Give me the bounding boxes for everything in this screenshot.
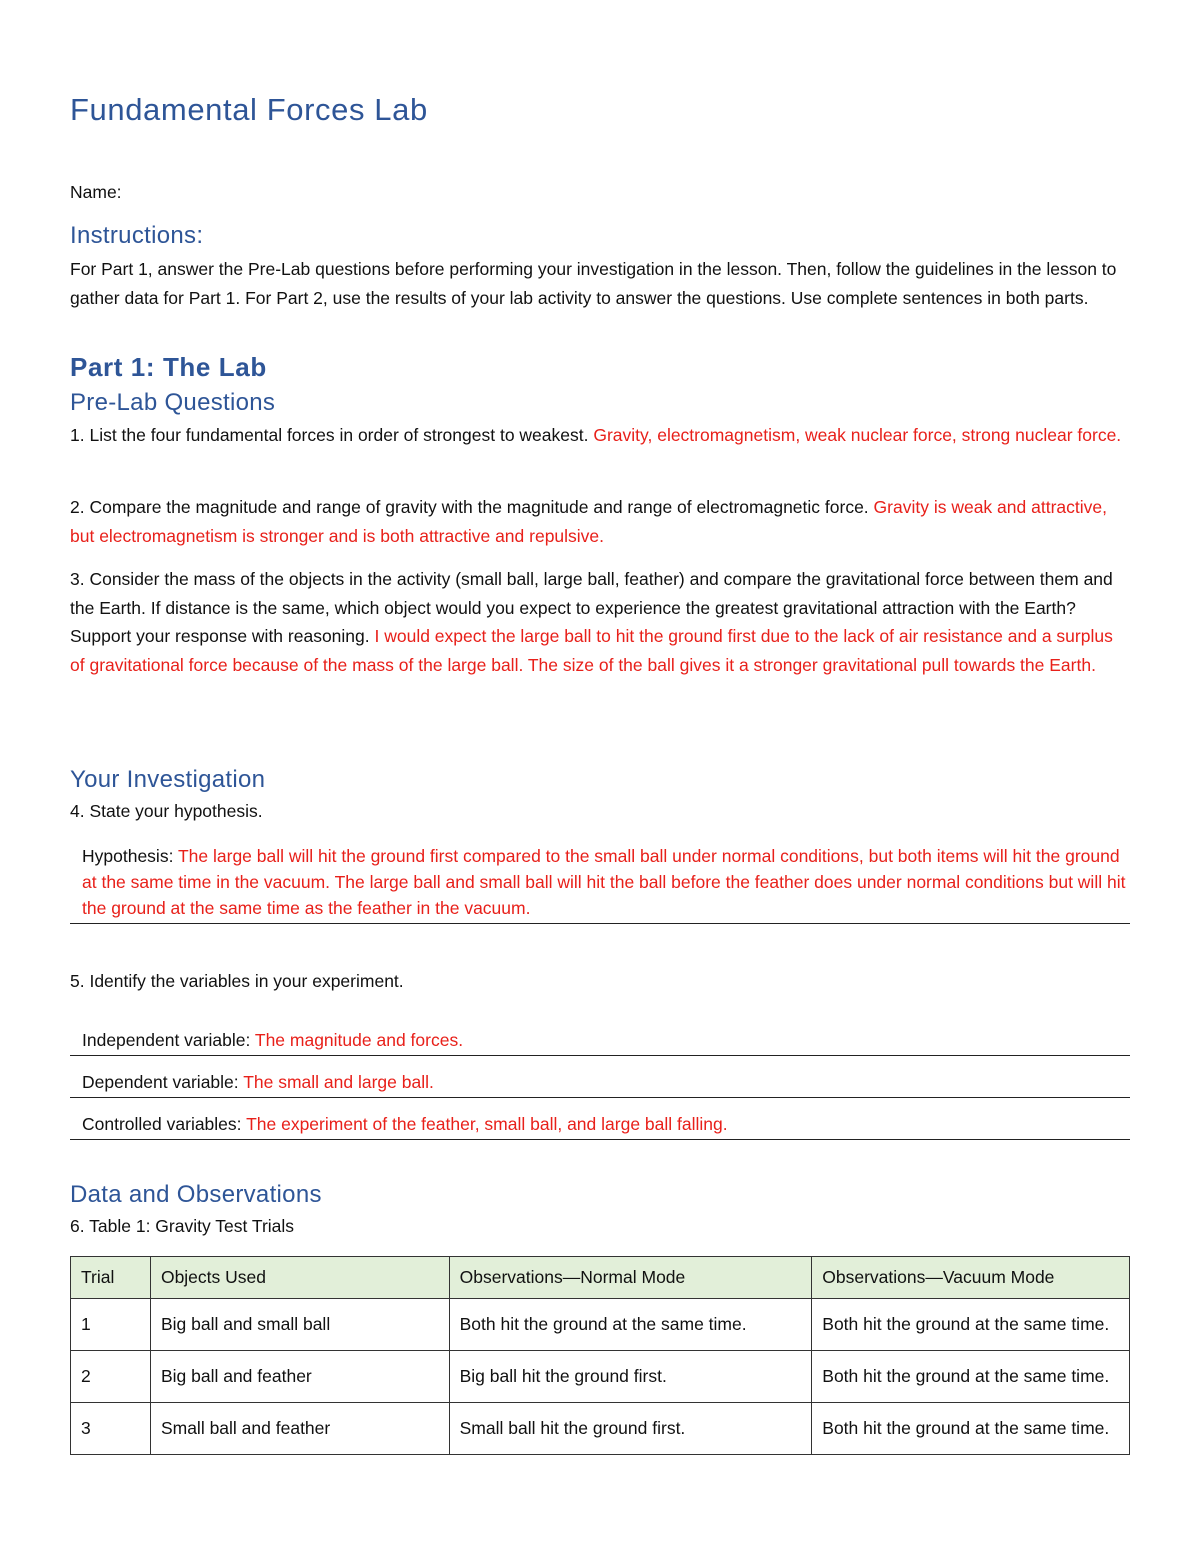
question-text: 1. List the four fundamental forces in order of strongest to weakest.: [70, 425, 589, 445]
dependent-variable-field[interactable]: [70, 1068, 1130, 1098]
name-label: Name:: [70, 182, 122, 202]
prelab-heading: Pre-Lab Questions: [70, 389, 276, 416]
question-5: 5. Identify the variables in your experiment.: [70, 971, 404, 991]
column-header: Observations—Vacuum Mode: [812, 1257, 1130, 1299]
table-cell[interactable]: 3: [71, 1403, 151, 1455]
part1-heading: Part 1: The Lab: [70, 352, 267, 382]
variable-value: The magnitude and forces.: [254, 1030, 464, 1050]
table-cell[interactable]: Both hit the ground at the same time.: [812, 1351, 1130, 1403]
table-cell[interactable]: Both hit the ground at the same time.: [449, 1299, 812, 1351]
variable-label: Independent variable:: [82, 1030, 251, 1050]
variable-value: The small and large ball.: [243, 1072, 434, 1092]
question-4: 4. State your hypothesis.: [70, 801, 263, 821]
instructions-text: For Part 1, answer the Pre-Lab questions before performing your investigation in the lesson. Then, follow the guidelines in the lesson to gather data for Part 1. For Part 2, use the results of your lab activity to answer the questions. Use complete sentences in both parts.: [70, 259, 1117, 308]
table-cell[interactable]: 2: [71, 1351, 151, 1403]
gravity-trials-table: [70, 1256, 1130, 1455]
gravity-trials-table-wrap: [70, 1256, 1130, 1455]
table-row: [71, 1351, 1130, 1403]
question-3: [70, 565, 1130, 679]
variable-label: Controlled variables:: [82, 1114, 242, 1134]
question-1: [70, 421, 1130, 450]
document-title: Fundamental Forces Lab: [70, 92, 428, 127]
table-cell[interactable]: Big ball and small ball: [150, 1299, 449, 1351]
answer-text: Gravity is weak and attractive, but electromagnetism is stronger and is both attractive and repulsive.: [70, 497, 1107, 546]
table-header-row: [71, 1257, 1130, 1299]
table-cell[interactable]: Big ball and feather: [150, 1351, 449, 1403]
table-cell[interactable]: Both hit the ground at the same time.: [812, 1299, 1130, 1351]
table-cell[interactable]: Big ball hit the ground first.: [449, 1351, 812, 1403]
hypothesis-text: The large ball will hit the ground first compared to the small ball under normal conditions, but both items will hit the ground at the same time in the vacuum. The large ball and small ball will hit the ball before the feather does under normal conditions but will hit the ground at the same time as the feather in the vacuum.: [82, 846, 1126, 918]
question-text: 3. Consider the mass of the objects in the activity (small ball, large ball, feather) and compare the gravitational force between them and the Earth. If distance is the same, which object would you expect to experience the greatest gravitational attraction with the Earth? Support your response with reasoning.: [70, 569, 1113, 646]
hypothesis-field[interactable]: [70, 843, 1130, 924]
table-cell[interactable]: Small ball and feather: [150, 1403, 449, 1455]
column-header: Objects Used: [150, 1257, 449, 1299]
data-heading: Data and Observations: [70, 1181, 322, 1208]
table-cell[interactable]: Both hit the ground at the same time.: [812, 1403, 1130, 1455]
independent-variable-field[interactable]: [70, 1026, 1130, 1056]
variable-label: Dependent variable:: [82, 1072, 239, 1092]
answer-text: Gravity, electromagnetism, weak nuclear force, strong nuclear force.: [593, 425, 1122, 445]
table-cell[interactable]: Small ball hit the ground first.: [449, 1403, 812, 1455]
table-cell[interactable]: 1: [71, 1299, 151, 1351]
column-header: Trial: [71, 1257, 151, 1299]
hypothesis-label: Hypothesis:: [82, 846, 174, 866]
investigation-heading: Your Investigation: [70, 766, 266, 793]
controlled-variables-field[interactable]: [70, 1110, 1130, 1140]
table-row: [71, 1299, 1130, 1351]
table-row: [71, 1403, 1130, 1455]
question-2: [70, 493, 1130, 550]
answer-text: I would expect the large ball to hit the ground first due to the lack of air resistance and a surplus of gravitational force because of the mass of the large ball. The size of the ball gives it a stronger gravitational pull towards the Earth.: [70, 626, 1113, 675]
instructions-heading: Instructions:: [70, 222, 204, 249]
column-header: Observations—Normal Mode: [449, 1257, 812, 1299]
question-text: 2. Compare the magnitude and range of gravity with the magnitude and range of electromagnetic force.: [70, 497, 869, 517]
table-caption: 6. Table 1: Gravity Test Trials: [70, 1216, 295, 1236]
variable-value: The experiment of the feather, small ball, and large ball falling.: [246, 1114, 728, 1134]
